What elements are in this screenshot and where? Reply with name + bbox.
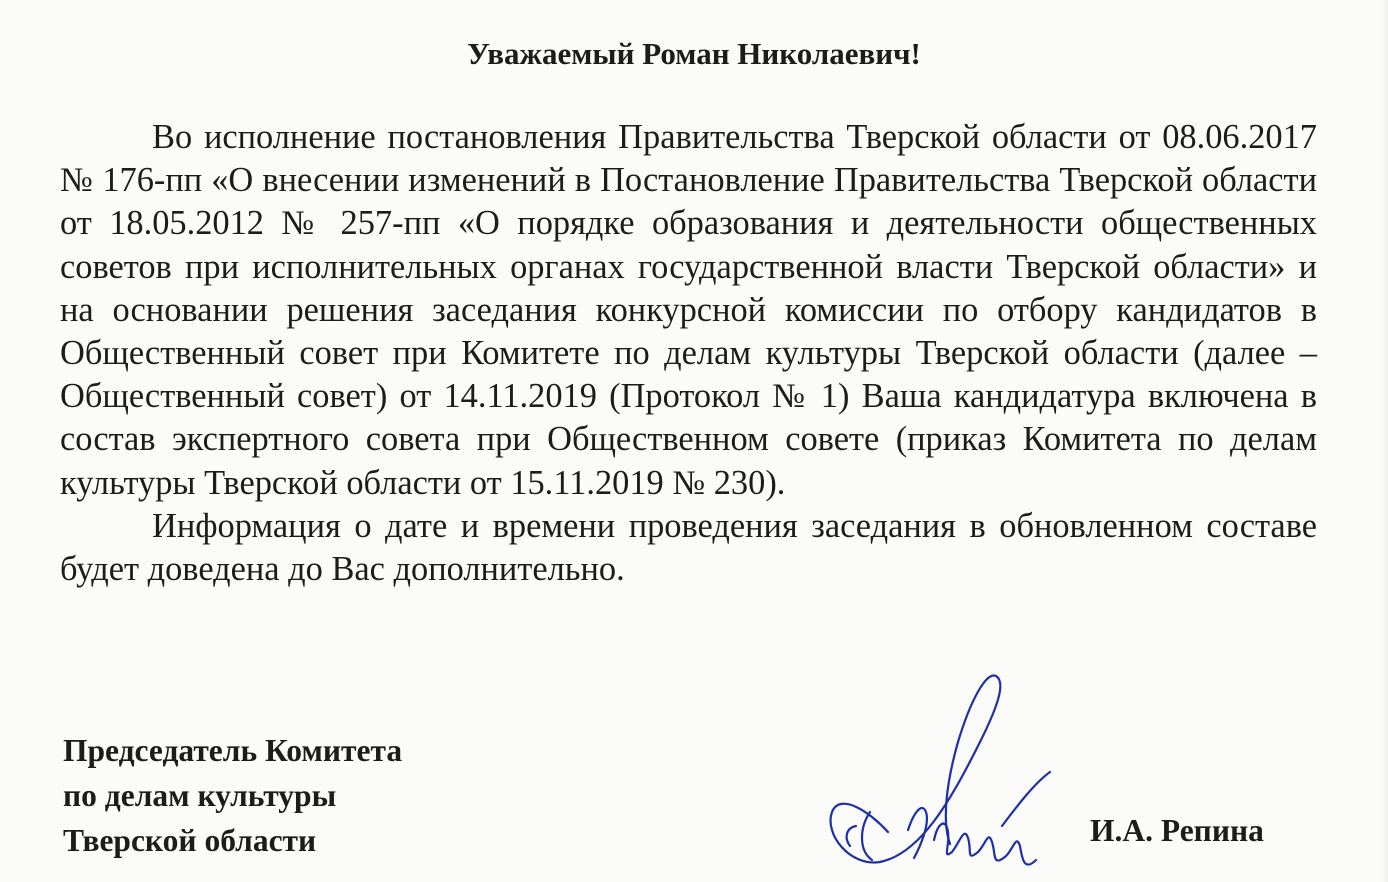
signatory-line: по делам культуры [63, 778, 337, 813]
scan-edge-shadow [1382, 0, 1388, 882]
signatory-title [63, 728, 402, 863]
signatory-line: Председатель Комитета [63, 733, 403, 768]
signature-icon [810, 662, 1060, 880]
body-paragraph: Информация о дате и времени проведения заседания в обновленном составе будет доведена до Вас дополнительно. [60, 506, 1317, 589]
body-paragraph: Во исполнение постановления Правительства Тверской области от 08.06.2017 № 176-пп «О внесении изменений в Постановление Правительства Тверской области от 18.05.2012 № 257-пп «О порядке образования и деятельности общественных советов при исполнительных органах государственной власти Тверской области» и на основании решения заседания конкурсной комиссии по отбору кандидатов в Общественный совет при Комитете по делам культуры Тверской области (далее – Общественный совет) от 14.11.2019 (Протокол № 1) Ваша кандидатура включена в состав экспертного совета при Общественном совете (приказ Комитета по делам культуры Тверской области от 15.11.2019 № 230). [60, 118, 1317, 502]
signer-name: И.А. Репина [1090, 813, 1264, 848]
signatory-line: Тверской области [63, 823, 317, 858]
salutation: Уважаемый Роман Николаевич! [467, 36, 921, 71]
letter-body [60, 116, 1317, 591]
